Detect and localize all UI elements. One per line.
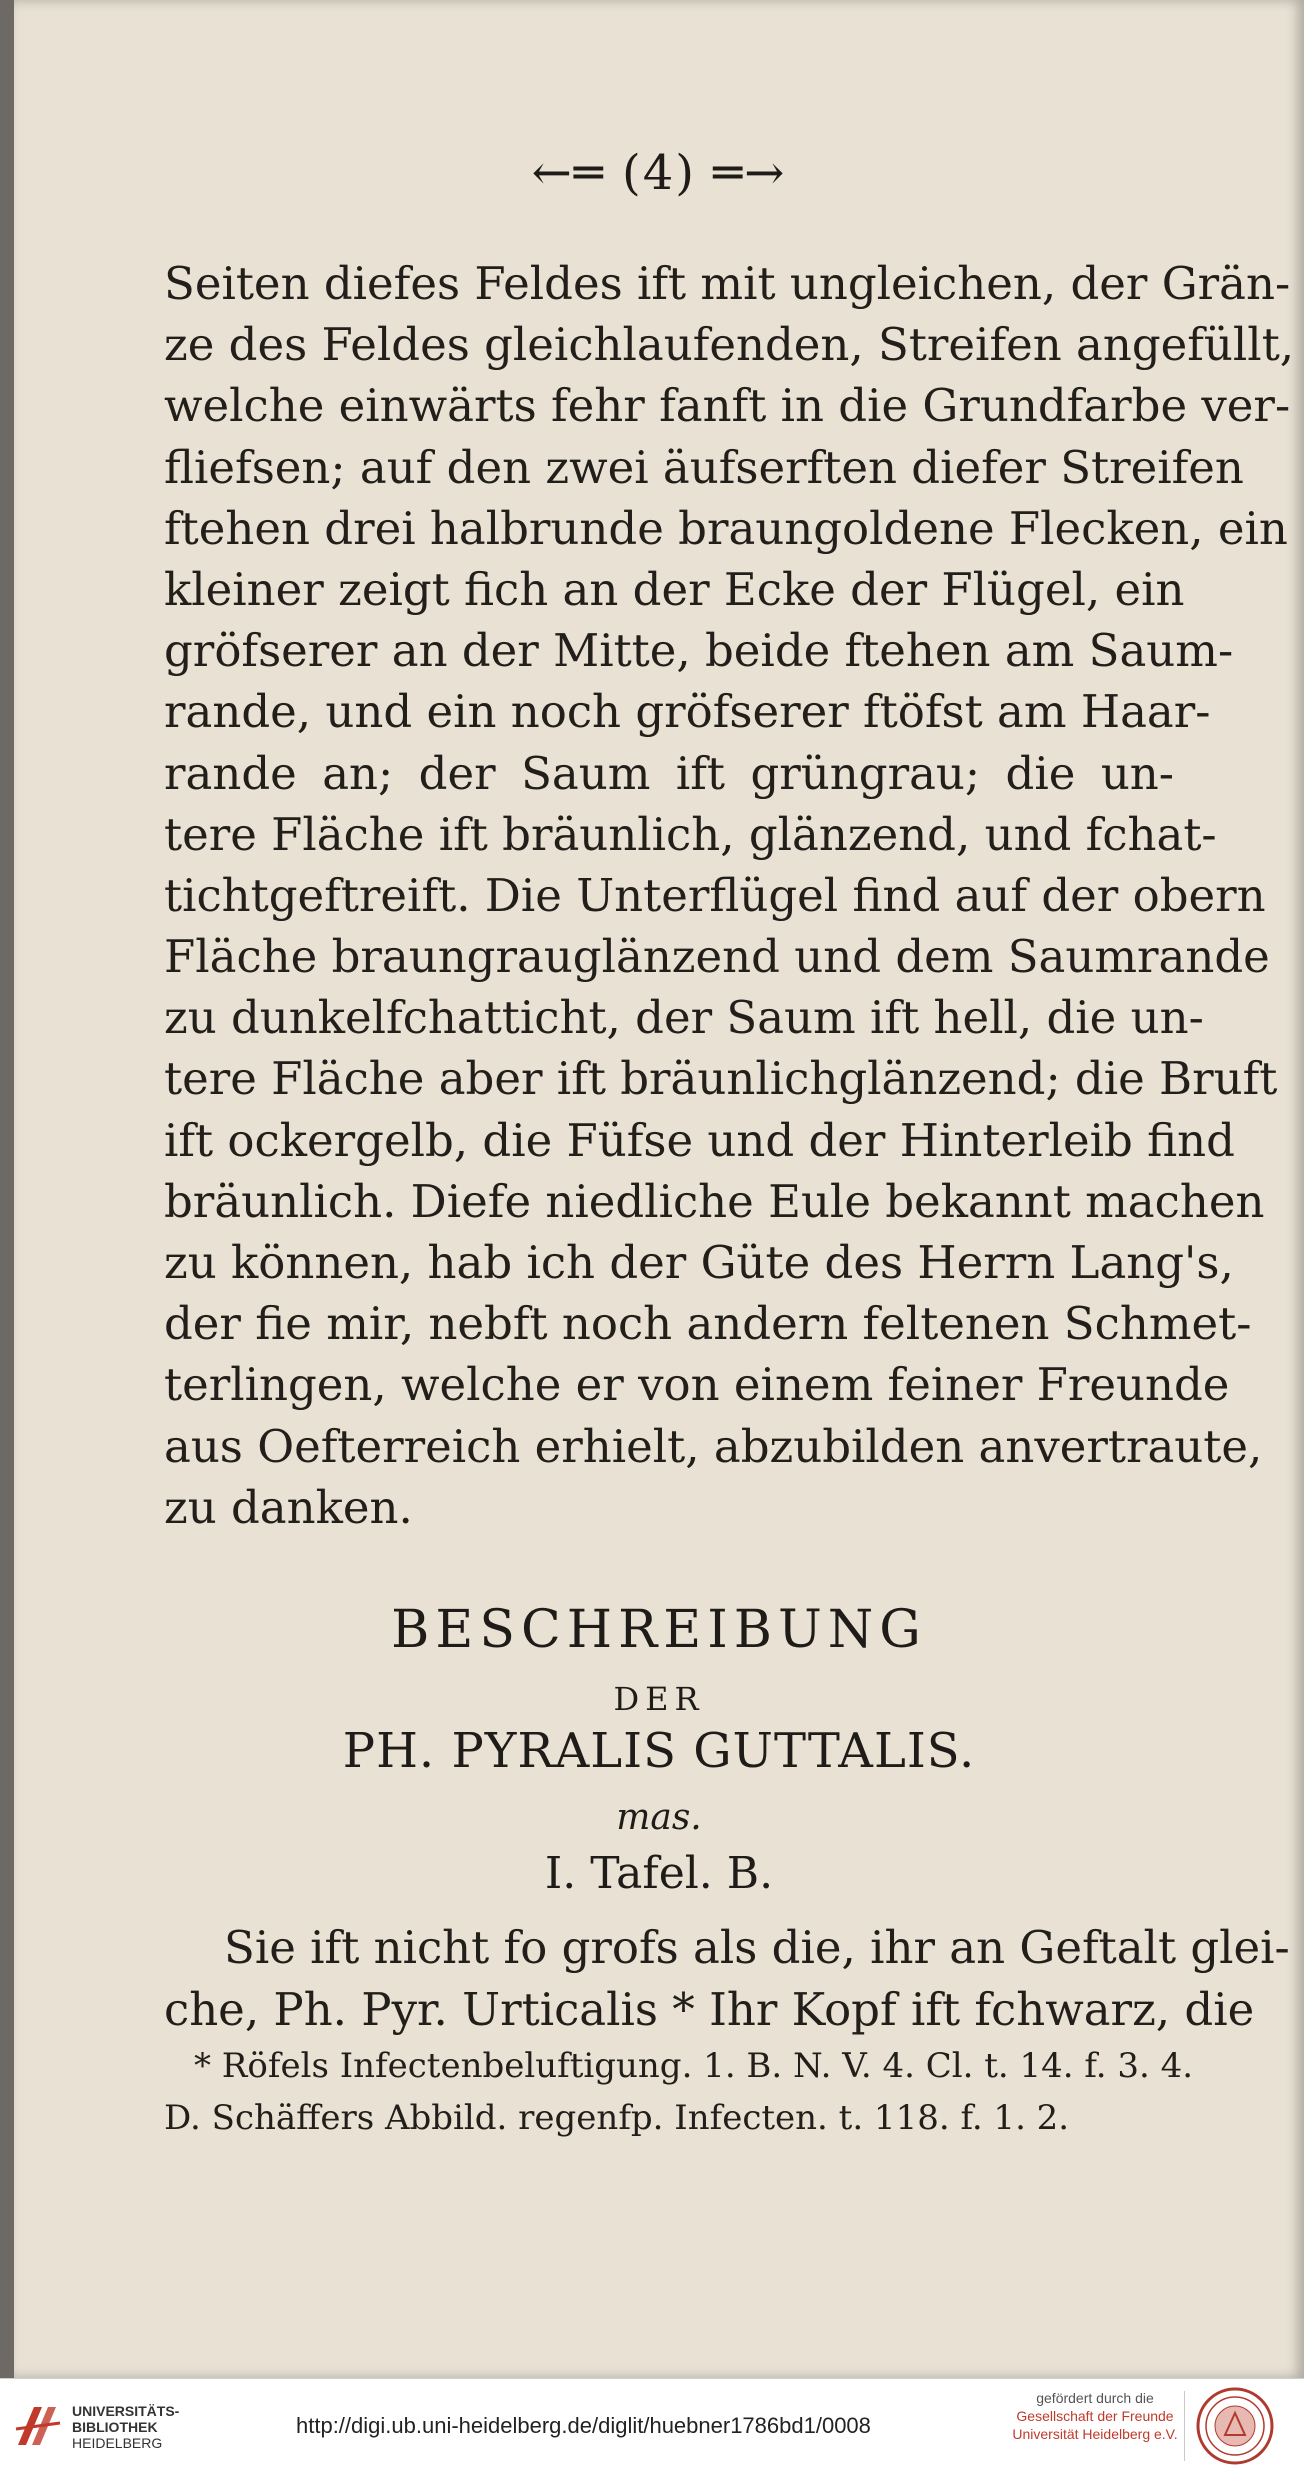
- text-line: Fläche braungrauglänzend und dem Saumrande: [164, 930, 1270, 984]
- text-line: kleiner zeigt fich an der Ecke der Flügel, ein: [164, 562, 1185, 616]
- section-heading: BESCHREIBUNG: [391, 1600, 927, 1660]
- text-line: bräunlich. Diefe niedliche Eule bekannt machen: [164, 1174, 1265, 1228]
- text-line: zu danken.: [164, 1480, 413, 1534]
- text-line: rande, und ein noch gröfserer ftöfst am Haar-: [164, 685, 1211, 739]
- text-line: ze des Feldes gleichlaufenden, Streifen angefüllt,: [164, 318, 1295, 372]
- permalink-url[interactable]: http://digi.ub.uni-heidelberg.de/diglit/huebner1786bd1/0008: [296, 2413, 871, 2438]
- text-line: rande an; der Saum ift grüngrau; die un-: [164, 746, 1174, 800]
- body-paragraph: [164, 253, 1295, 1538]
- text-line: terlingen, welche er von einem feiner Freunde: [164, 1358, 1230, 1412]
- footnote-line: D. Schäffers Abbild. regenfp. Infecten. t. 118. f. 1. 2.: [164, 2098, 1070, 2138]
- university-library-logo-icon: [14, 2401, 62, 2451]
- text-line: tere Fläche ift bräunlich, glänzend, und fchat-: [164, 807, 1217, 861]
- plate-reference: I. Tafel. B.: [544, 1848, 774, 1899]
- description-paragraph: [164, 1917, 1290, 2041]
- library-name: UNIVERSITÄTS- BIBLIOTHEK HEIDELBERG: [72, 2403, 180, 2451]
- footnote-line: * Röfels Infectenbeluftigung. 1. B. N. V. 4. Cl. t. 14. f. 3. 4.: [194, 2046, 1194, 2086]
- scanned-page: [14, 0, 1304, 2378]
- page-number-header: ←═ (4) ═→: [531, 145, 787, 201]
- sex-label: mas.: [616, 1797, 702, 1838]
- text-line: tere Fläche aber ift bräunlichglänzend; die Bruft: [164, 1052, 1278, 1106]
- text-line: zu können, hab ich der Güte des Herrn Lang's,: [164, 1236, 1234, 1289]
- species-title: PH. PYRALIS GUTTALIS.: [342, 1723, 976, 1779]
- footnote: [164, 2040, 1194, 2144]
- text-line: gröfserer an der Mitte, beide ftehen am Saum-: [164, 624, 1234, 678]
- footer-divider: [1184, 2391, 1185, 2461]
- university-seal-icon: [1196, 2387, 1274, 2465]
- sponsor-note: gefördert durch die Gesellschaft der Freunde Universität Heidelberg e.V.: [1012, 2390, 1178, 2442]
- text-line: Seiten diefes Feldes ift mit ungleichen, der Grän-: [164, 257, 1291, 310]
- text-line: che, Ph. Pyr. Urticalis * Ihr Kopf ift fchwarz, die: [164, 1983, 1255, 2036]
- text-line: der fie mir, nebft noch andern feltenen Schmet-: [164, 1297, 1252, 1351]
- text-line: tichtgeftreift. Die Unterflügel find auf der obern: [164, 868, 1266, 922]
- text-line: zu dunkelfchatticht, der Saum ift hell, die un-: [164, 991, 1204, 1045]
- text-line: Sie ift nicht fo grofs als die, ihr an Geftalt glei-: [224, 1921, 1290, 1974]
- text-line: ift ockergelb, die Füfse und der Hinterleib find: [164, 1113, 1235, 1167]
- text-line: fliefsen; auf den zwei äufserften diefer Streifen: [164, 440, 1244, 494]
- footer-bar: [0, 2378, 1304, 2473]
- section-subheading-der: DER: [613, 1680, 705, 1718]
- text-line: welche einwärts fehr fanft in die Grundfarbe ver-: [164, 379, 1291, 433]
- text-line: aus Oefterreich erhielt, abzubilden anvertraute,: [164, 1419, 1263, 1473]
- text-line: ftehen drei halbrunde braungoldene Flecken, ein: [164, 501, 1288, 555]
